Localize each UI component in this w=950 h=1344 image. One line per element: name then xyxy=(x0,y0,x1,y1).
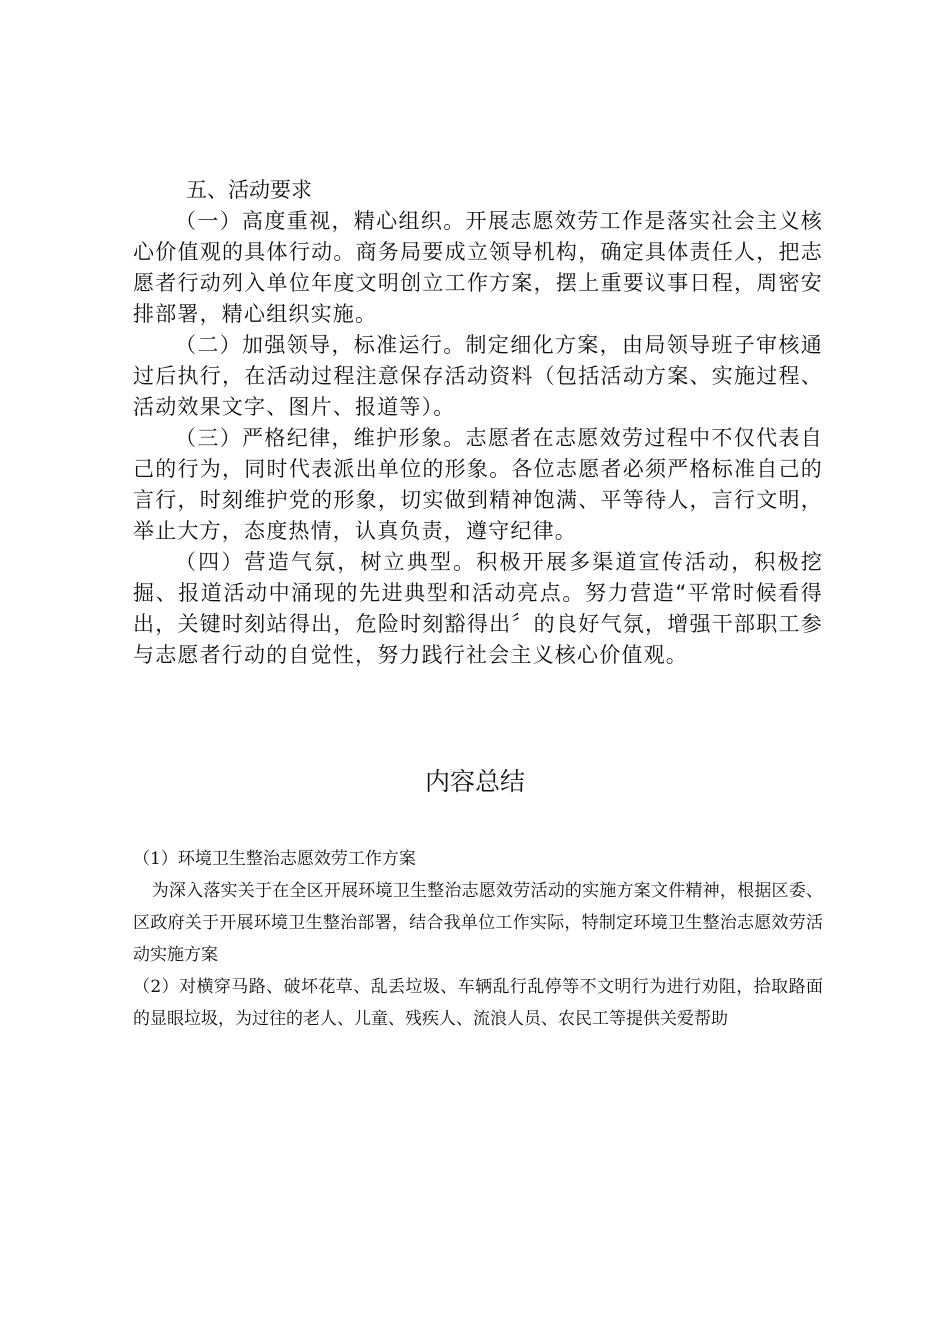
section-body xyxy=(133,206,823,671)
paragraph-4: （四）营造气氛，树立典型。积极开展多渠道宣传活动，积极挖掘、报道活动中涌现的先进典型和活动亮点。努力营造“平常时候看得出，关键时刻站得出，危险时刻豁得出〞的良好气氛，增强干部职工参与志愿者行动的自觉性，努力践行社会主义核心价值观。 xyxy=(133,550,823,667)
summary-title: 内容总结 xyxy=(424,767,525,796)
summary-item-1: （1）环境卫生整治志愿效劳工作方案 xyxy=(133,849,416,869)
summary-item-3: （2）对横穿马路、破坏花草、乱丢垃圾、车辆乱行乱停等不文明行为进行劝阻，拾取路面的显眼垃圾，为过往的老人、儿童、残疾人、流浪人员、农民工等提供关爱帮助 xyxy=(133,977,823,1029)
section-heading: 五、活动要求 xyxy=(186,178,312,202)
summary-body xyxy=(133,843,823,1035)
paragraph-3: （三）严格纪律，维护形象。志愿者在志愿效劳过程中不仅代表自己的行为，同时代表派出单位的形象。各位志愿者必须严格标准自己的言行，时刻维护党的形象，切实做到精神饱满、平等待人，言行文明，举止大方，态度热情，认真负责，遵守纪律。 xyxy=(133,426,823,543)
paragraph-2: （二）加强领导，标准运行。制定细化方案，由局领导班子审核通过后执行，在活动过程注意保存活动资料（包括活动方案、实施过程、活动效果文字、图片、报道等）。 xyxy=(133,333,823,419)
paragraph-1: （一）高度重视，精心组织。开展志愿效劳工作是落实社会主义核心价值观的具体行动。商务局要成立领导机构，确定具体责任人，把志愿者行动列入单位年度文明创立工作方案，摆上重要议事日程，周密安排部署，精心组织实施。 xyxy=(133,209,823,326)
summary-item-2: 为深入落实关于在全区开展环境卫生整治志愿效劳活动的实施方案文件精神，根据区委、区政府关于开展环境卫生整治部署，结合我单位工作实际，特制定环境卫生整治志愿效劳活动实施方案 xyxy=(133,881,823,965)
